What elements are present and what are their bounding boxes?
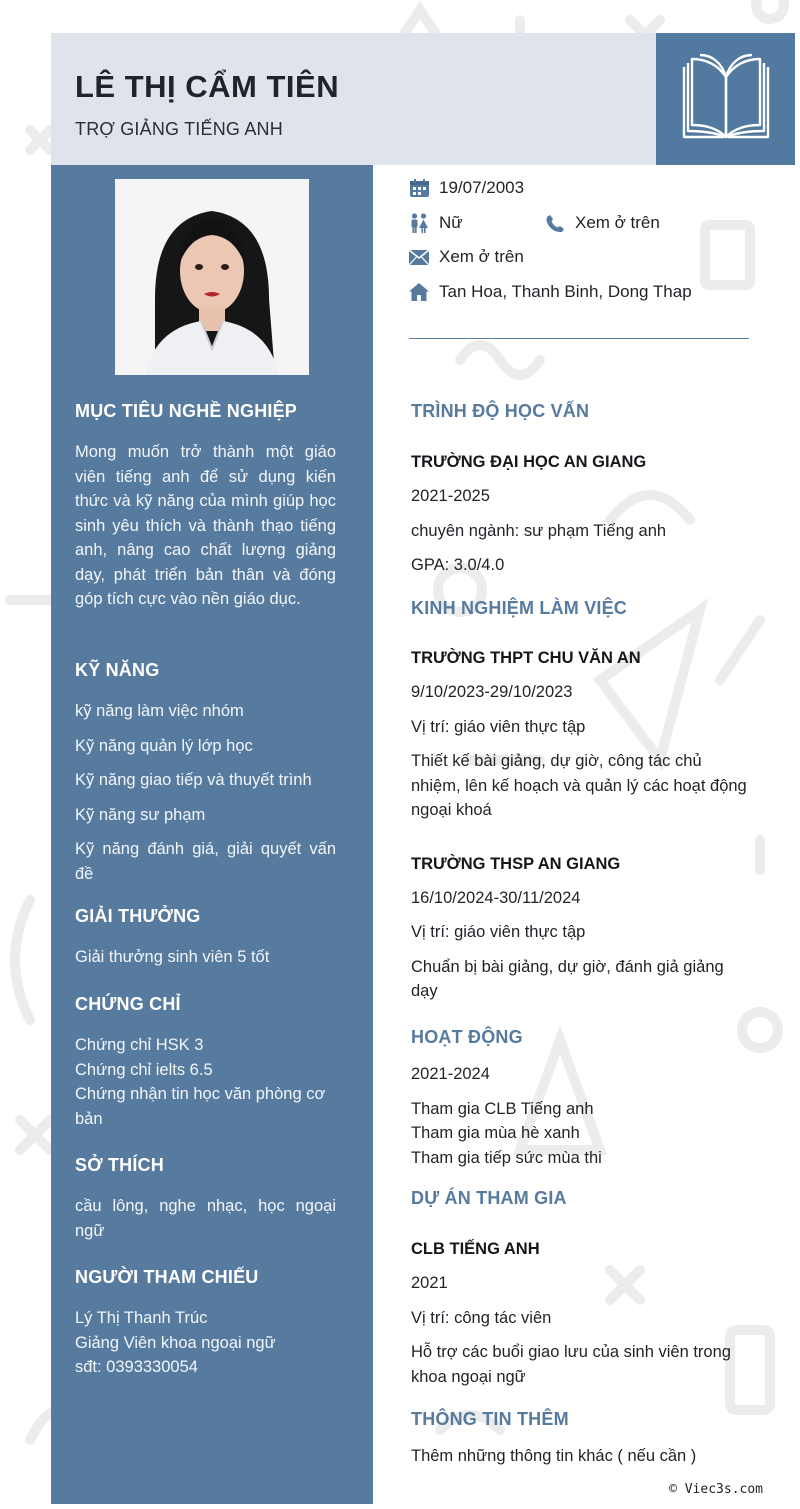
calendar-icon: [409, 178, 429, 198]
references-heading: NGƯỜI THAM CHIẾU: [75, 1267, 259, 1287]
phone-value: Xem ở trên: [575, 213, 660, 232]
certificates-heading: CHỨNG CHỈ: [75, 994, 181, 1014]
skill-item: kỹ năng làm việc nhóm: [75, 702, 244, 720]
job-org: TRƯỜNG THPT CHU VĂN AN: [411, 649, 641, 667]
job-period: 16/10/2024-30/11/2024: [411, 888, 581, 907]
hobbies-heading: SỞ THÍCH: [75, 1155, 164, 1175]
profile-photo: [115, 179, 309, 375]
education-heading: TRÌNH ĐỘ HỌC VẤN: [411, 401, 590, 421]
objective-heading: MỤC TIÊU NGHỀ NGHIỆP: [75, 401, 298, 421]
address-row: [409, 282, 692, 302]
education-gpa: GPA: 3.0/4.0: [411, 556, 505, 574]
sidebar: [51, 165, 373, 1504]
email-row: [409, 247, 524, 267]
job-position: Vị trí: giáo viên thực tập: [411, 923, 586, 941]
projects-heading: DỰ ÁN THAM GIA: [411, 1188, 567, 1208]
project-description: Hỗ trợ các buổi giao lưu của sinh viên trong khoa ngoại ngữ: [411, 1343, 731, 1386]
phone-icon: [545, 213, 565, 233]
header-band: [51, 33, 656, 165]
job-position: Vị trí: giáo viên thực tập: [411, 717, 586, 736]
additional-heading: THÔNG TIN THÊM: [411, 1409, 569, 1429]
job-title: TRỢ GIẢNG TIẾNG ANH: [75, 119, 283, 139]
awards-heading: GIẢI THƯỞNG: [75, 906, 201, 926]
activities-heading: HOẠT ĐỘNG: [411, 1027, 523, 1047]
education-school: TRƯỜNG ĐẠI HỌC AN GIANG: [411, 453, 647, 471]
skill-item: Kỹ năng quản lý lớp học: [75, 736, 253, 755]
activity-item: Tham gia CLB Tiếng anh: [411, 1099, 594, 1118]
objective-text: Mong muốn trở thành một giáo viên tiếng anh để sử dụng kiến thức và kỹ năng của mình giúp học sinh yêu thích và thành thạo tiếng anh, nâng cao chất lượng giảng dạy, phát triển bản thân và đóng góp tích cực vào nền giáo dục.: [75, 443, 336, 608]
award-item: Giải thưởng sinh viên 5 tốt: [75, 948, 270, 966]
envelope-icon: [409, 247, 429, 267]
reference-name: Lý Thị Thanh Trúc: [75, 1309, 208, 1327]
projects-section: [411, 1188, 751, 1389]
header-icon-box: [656, 33, 795, 165]
project-period: 2021: [411, 1274, 448, 1292]
education-major: chuyên ngành: sư phạm Tiếng anh: [411, 521, 667, 540]
education-section: [411, 401, 751, 578]
contact-divider: [409, 338, 749, 339]
activity-item: Tham gia mùa hè xanh: [411, 1124, 580, 1142]
skill-item: Kỹ năng đánh giá, giải quyết vấn đề: [75, 840, 336, 883]
gender-icon: [409, 213, 429, 233]
skills-section: [75, 660, 336, 886]
certificates-section: [75, 994, 336, 1131]
job-period: 9/10/2023-29/10/2023: [411, 683, 573, 701]
reference-role: Giảng Viên khoa ngoại ngữ: [75, 1333, 276, 1352]
activities-period: 2021-2024: [411, 1065, 490, 1083]
additional-section: [411, 1409, 751, 1469]
certificate-item: Chứng chỉ ielts 6.5: [75, 1060, 213, 1079]
job-description: Chuẩn bị bài giảng, dự giờ, đánh giả giảng dạy: [411, 957, 724, 1000]
phone-row: [545, 213, 660, 233]
hobbies-section: [75, 1155, 336, 1243]
activity-item: Tham gia tiếp sức mùa thi: [411, 1148, 602, 1167]
skill-item: Kỹ năng sư phạm: [75, 805, 206, 824]
project-org: CLB TIẾNG ANH: [411, 1240, 540, 1258]
skill-item: Kỹ năng giao tiếp và thuyết trình: [75, 771, 312, 789]
address-value: Tan Hoa, Thanh Binh, Dong Thap: [439, 282, 692, 301]
job-description: Thiết kế bài giảng, dự giờ, công tác chủ nhiệm, lên kế hoạch và quản lý các hoạt động ngoại khoá: [411, 752, 747, 819]
project-position: Vị trí: công tác viên: [411, 1308, 552, 1327]
experience-section: [411, 598, 751, 1004]
reference-phone: sđt: 0393330054: [75, 1358, 198, 1376]
home-icon: [409, 282, 429, 302]
birthday-value: 19/07/2003: [439, 178, 525, 197]
skills-heading: KỸ NĂNG: [75, 660, 160, 680]
job-org: TRƯỜNG THSP AN GIANG: [411, 854, 621, 873]
candidate-name: LÊ THỊ CẨM TIÊN: [75, 69, 340, 104]
objective-section: [75, 401, 336, 612]
gender-row: [409, 213, 463, 233]
additional-text: Thêm những thông tin khác ( nếu cần ): [411, 1447, 697, 1465]
email-value: Xem ở trên: [439, 247, 524, 266]
hobbies-text: cầu lông, nghe nhạc, học ngoại ngữ: [75, 1197, 336, 1240]
education-period: 2021-2025: [411, 487, 490, 505]
experience-heading: KINH NGHIỆM LÀM VIỆC: [411, 598, 628, 618]
certificate-item: Chứng chỉ HSK 3: [75, 1036, 204, 1054]
open-book-icon: [678, 53, 774, 145]
awards-section: [75, 906, 336, 970]
gender-value: Nữ: [439, 213, 463, 232]
certificate-item: Chứng nhận tin học văn phòng cơ bản: [75, 1085, 326, 1128]
birthday-row: [409, 178, 524, 198]
references-section: [75, 1267, 336, 1380]
activities-section: [411, 1027, 751, 1170]
copyright-text: © Viec3s.com: [669, 1482, 763, 1497]
